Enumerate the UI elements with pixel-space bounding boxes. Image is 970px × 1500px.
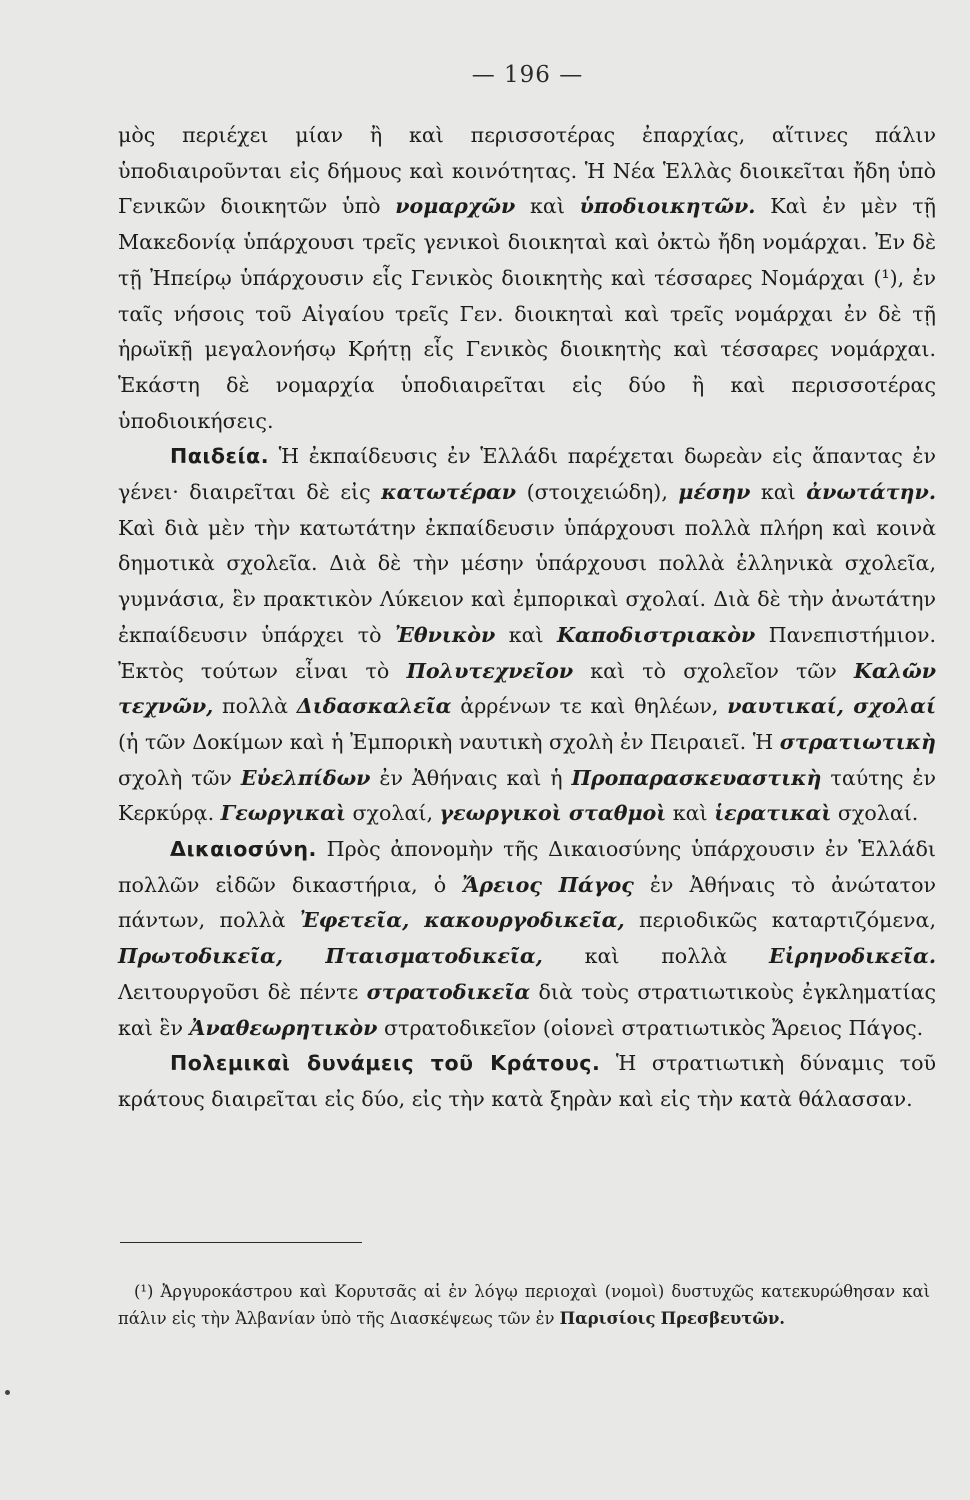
emphasis-term: Καποδιστριακὸν	[556, 622, 756, 647]
text-run: πολλὰ	[213, 694, 297, 719]
text-run: διὰ τοὺς στρατιωτικοὺς ἐγκληματίας καὶ ἓν	[118, 979, 937, 1040]
text-run: καὶ τὸ σχολεῖον τῶν	[573, 658, 854, 683]
footnote-term: Πρεσβευτῶν.	[660, 1309, 786, 1328]
text-run: μὸς περιέχει μίαν ἢ καὶ περισσοτέρας ἐπαρχίας, αἵτινες πάλιν ὑποδιαιροῦνται εἰς δήμους καὶ κοινότητας. Ἡ Νέα Ἑλλὰς διοικεῖται ἤδη ὑπὸ Γενικῶν διοικητῶν ὑπὸ	[118, 123, 936, 219]
section-heading-armed-forces: Πολεμικαὶ δυνάμεις τοῦ Κράτους.	[170, 1051, 601, 1076]
emphasis-term: μέσην	[678, 480, 751, 505]
text-run: Πρὸς ἀπονομὴν τῆς Δικαιοσύνης ὑπάρχουσιν ἐν Ἑλλάδι πολλῶν εἰδῶν δικαστήρια, ὁ	[118, 837, 936, 897]
text-run: περιοδικῶς καταρτιζόμενα,	[624, 908, 936, 933]
text-run: σχολαί,	[345, 801, 440, 826]
footnote-reference: (¹)	[873, 265, 898, 290]
paragraph-justice	[118, 832, 936, 1046]
emphasis-term: Ἀναθεωρητικὸν	[189, 1015, 378, 1040]
emphasis-term: Εὐελπίδων	[240, 765, 371, 790]
emphasis-term: Προπαρασκευαστικὴ	[571, 765, 822, 790]
emphasis-term: στρατιωτικὴ	[779, 729, 936, 754]
text-run: (στοιχειώδη),	[516, 480, 679, 505]
text-run: σχολὴ τῶν	[118, 765, 241, 790]
text-run: Καὶ ἐν μὲν τῇ Μακεδονίᾳ ὑπάρχουσι τρεῖς γενικοὶ διοικηταὶ καὶ ὀκτὼ ἤδη νομάρχαι. Ἐν δὲ τῇ Ἠπείρῳ ὑπάρχουσιν εἷς Γενικὸς διοικητὴς καὶ τέσσαρες Νομάρχαι	[118, 194, 937, 290]
text-run: Καὶ διὰ μὲν τὴν κατωτάτην ἐκπαίδευσιν ὑπάρχουσι πολλὰ πλήρη καὶ κοινὰ δημοτικὰ σχολεῖα. Διὰ δὲ τὴν μέσην ὑπάρχουσι πολλὰ ἑλληνικὰ σχολεῖα, γυμνάσια, ἓν πρακτικὸν Λύκειον καὶ ἐμπορικαὶ σχολαί. Διὰ δὲ τὴν ἀνωτάτην ἐκπαίδευσιν ὑπάρχει τὸ	[118, 515, 936, 647]
text-run: καὶ	[495, 622, 557, 647]
text-run: (ἡ τῶν Δοκίμων καὶ ἡ Ἐμπορικὴ ναυτικὴ σχολὴ ἐν Πειραιεῖ. Ἡ	[118, 729, 780, 754]
footnote-divider	[120, 1242, 362, 1243]
text-run: Ἡ ἐκπαίδευσις ἐν Ἑλλάδι παρέχεται δωρεὰν εἰς ἅπαντας ἐν γένει· διαιρεῖται δὲ εἰς	[118, 444, 936, 505]
emphasis-term: στρατοδικεῖα	[366, 979, 531, 1004]
text-run: σχολαί.	[831, 801, 919, 826]
body-text	[118, 118, 936, 1118]
text-run: Ἀργυροκάστρου καὶ Κορυτσᾶς αἱ ἐν λόγῳ περιοχαὶ (νομοὶ) δυστυχῶς κατεκυρώθησαν καὶ πάλιν εἰς τὴν Ἀλβανίαν ὑπὸ τῆς Διασκέψεως τῶν ἐν	[118, 1282, 930, 1328]
emphasis-term: κατωτέραν	[381, 480, 517, 505]
page-number: — 196 —	[471, 62, 584, 88]
emphasis-term: Ἐθνικὸν	[394, 622, 496, 647]
text-run: καὶ	[666, 801, 715, 826]
footnote-marker: (¹)	[134, 1282, 154, 1301]
footnote	[118, 1278, 930, 1332]
text-run: στρατοδικεῖον (οἱονεὶ στρατιωτικὸς Ἄρειος Πάγος.	[377, 1015, 924, 1040]
emphasis-term: Ἄρειος Πάγος	[462, 872, 634, 897]
section-heading-justice: Δικαιοσύνη.	[170, 837, 317, 862]
emphasis-term: Καλῶν τεχνῶν,	[118, 658, 937, 719]
emphasis-term: ἀνωτάτην.	[806, 480, 936, 505]
text-run: καὶ πολλὰ	[542, 944, 769, 969]
emphasis-term: Εἰρηνοδικεῖα.	[769, 944, 936, 969]
text-run: ἀρρένων τε καὶ θηλέων,	[451, 694, 728, 719]
emphasis-term: ναυτικαί, σχολαί	[727, 694, 936, 719]
emphasis-term: γεωργικοὶ σταθμοὶ	[439, 801, 667, 826]
text-run: Πανεπιστήμιον. Ἐκτὸς τούτων εἶναι τὸ	[118, 622, 937, 683]
text-run: καὶ	[515, 194, 580, 219]
paragraph-armed-forces	[118, 1046, 936, 1117]
text-run: Ἡ στρατιωτικὴ δύναμις τοῦ κράτους διαιρεῖται εἰς δύο, εἰς τὴν κατὰ ξηρὰν καὶ εἰς τὴν κατὰ θάλασσαν.	[118, 1051, 936, 1111]
text-run: ἐν Ἀθήναις καὶ ἡ	[370, 765, 572, 790]
section-heading-education: Παιδεία.	[170, 444, 270, 469]
emphasis-term: Ἐφετεῖα, κακουργοδικεῖα,	[299, 908, 625, 933]
emphasis-term: Διδασκαλεῖα	[296, 694, 452, 719]
text-run: Λειτουργοῦσι δὲ πέντε	[118, 979, 367, 1004]
emphasis-term: Πρωτοδικεῖα, Πταισματοδικεῖα,	[118, 944, 543, 969]
footnote-term: Παρισίοις	[559, 1309, 656, 1328]
emphasis-term: ὑποδιοικητῶν.	[579, 194, 756, 219]
text-run: ἐν Ἀθήναις τὸ ἀνώτατον πάντων, πολλὰ	[118, 872, 936, 933]
emphasis-term: νομαρχῶν	[395, 194, 516, 219]
emphasis-term: Γεωργικαὶ	[220, 801, 346, 826]
text-run: ταύτης ἐν Κερκύρᾳ.	[118, 765, 936, 826]
emphasis-term: Πολυτεχνεῖον	[406, 658, 574, 683]
paragraph-education	[118, 439, 936, 832]
emphasis-term: ἱερατικαὶ	[714, 801, 832, 826]
paragraph-administration	[118, 118, 936, 439]
footnote-text	[118, 1278, 930, 1332]
text-run: καὶ	[750, 480, 807, 505]
scan-speck	[5, 1390, 10, 1395]
text-run: , ἐν ταῖς νήσοις τοῦ Αἰγαίου τρεῖς Γεν. διοικηταὶ καὶ τρεῖς νομάρχαι ἐν δὲ τῇ ἡρωϊκῇ μεγαλονήσῳ Κρήτῃ εἷς Γενικὸς διοικητὴς καὶ τέσσαρες νομάρχαι. Ἑκάστη δὲ νομαρχία ὑποδιαιρεῖται εἰς δύο ἢ καὶ περισσοτέρας ὑποδιοικήσεις.	[118, 265, 936, 433]
